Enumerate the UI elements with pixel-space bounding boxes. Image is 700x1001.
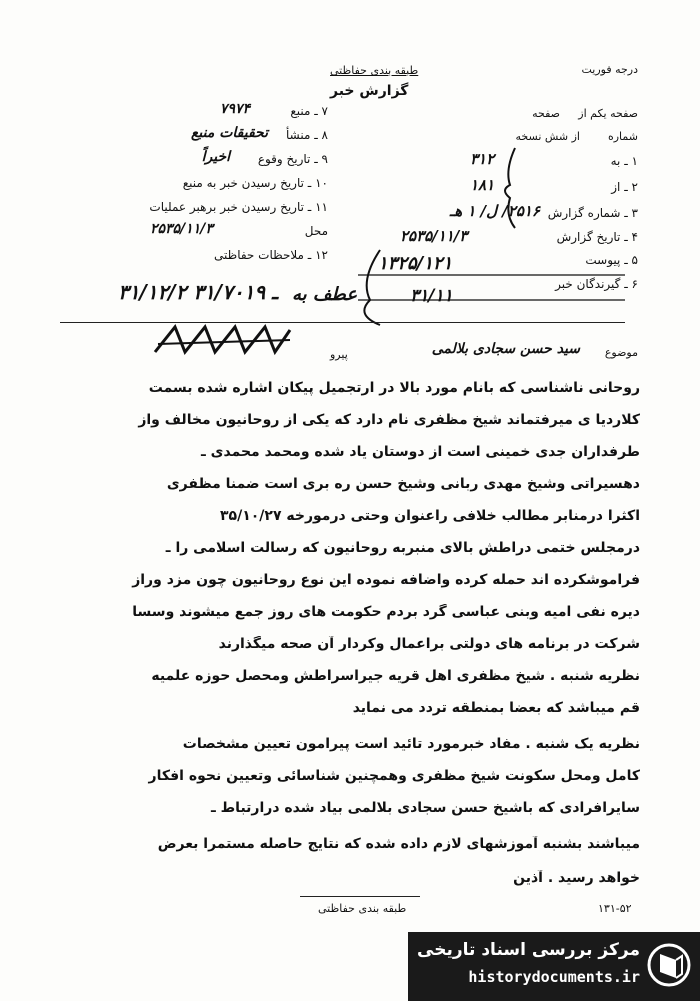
- body-line: روحانی ناشناسی که بانام مورد بالا در ارتجمیل پیکان اشاره شده بسمت: [148, 380, 640, 396]
- body-line: سایرافرادی که باشیخ حسن سجادی بلالمی بیاد شده درارتباط ـ: [210, 800, 640, 816]
- form-code: ۱۳۱-۵۲: [598, 902, 632, 915]
- body-line: کامل ومحل سکونت شیخ مظفری وهمچنین شناسائی وتعیین نحوه افکار: [148, 768, 640, 784]
- field-label: ۲ ـ از: [611, 180, 638, 194]
- field-label: ۱۱ ـ تاریخ رسیدن خبر برهبر عملیات: [149, 200, 328, 214]
- subject-label: موضوع: [604, 346, 638, 359]
- field-label: شماره: [607, 130, 638, 143]
- field-label: محل: [304, 224, 328, 238]
- body-line: دیره نفی امیه وبنی عباسی گرد بردم حکومت های روز جمع میشوند وسسا: [132, 604, 640, 620]
- field-label: ۴ ـ تاریخ گزارش: [556, 230, 638, 244]
- field-value: تحقیقات منبع: [190, 125, 268, 141]
- field-value: ۳۱۲: [470, 150, 495, 168]
- body-line: درمجلس ختمی دراطش بالای منبربه روحانیون که رسالت اسلامی را ـ: [165, 540, 640, 556]
- field-label: ۵ ـ پیوست: [585, 253, 638, 267]
- field-value: ۲۵۳۵/۱۱/۳: [400, 227, 468, 245]
- receivers-hand-1: ۱۳۲۵/۱۲۱: [378, 253, 453, 274]
- field-value: ۲۵۱۶/ ل/ ۱ هـ: [449, 202, 540, 220]
- body-line: کلاردیا ی میرفتماند شیخ مظفری نام دارد که یکی از روحانیون مخالف واز: [138, 412, 640, 428]
- receivers-hand-2: ۳۱/۱۱: [410, 286, 453, 306]
- field-label: ۱۰ ـ تاریخ رسیدن خبر به منبع: [182, 176, 328, 190]
- body-line: نظریه شنبه . شیخ مظفری اهل قریه جیراسراطش ومحصل حوزه علمیه: [151, 668, 640, 684]
- reference-numbers: ۳۱/۱۲/۲ ـ ۳۱/۷۰۱۹: [118, 280, 278, 304]
- bottom-divider: [300, 896, 420, 897]
- section-divider: [60, 322, 625, 323]
- body-line: شرکت در برنامه های دولتی براعمال وکردار آن صحه میگذارند: [218, 636, 640, 652]
- body-line: نظریه یک شنبه . مفاد خبرمورد تائید است پیرامون تعیین مشخصات: [182, 736, 640, 752]
- field-label: ۶ ـ گیرندگان خبر: [555, 277, 638, 291]
- field-label: ۹ ـ تاریخ وقوع: [257, 152, 328, 166]
- field-value: از شش نسخه: [515, 130, 580, 143]
- body-line: قم میباشد که بعضا بمنطقه تردد می نماید: [352, 700, 640, 716]
- field-label: ۸ ـ منشأ: [285, 128, 328, 142]
- field-value: اخیراً: [201, 149, 230, 165]
- classification-top: طبقه بندی حفاظتی: [330, 64, 419, 77]
- classification-bottom: طبقه بندی حفاظتی: [318, 902, 407, 915]
- priority-label: درجه فوریت: [581, 63, 638, 76]
- body-line: طرفداران جدی خمینی است از دوستان یاد شده ومحمد محمدی ـ: [201, 444, 640, 460]
- report-title: گزارش خبر: [330, 83, 409, 99]
- field-label: ۱۲ ـ ملاحظات حفاظتی: [214, 248, 328, 262]
- reference-label: عطف به: [292, 284, 358, 305]
- bracket-marks: [340, 140, 670, 330]
- scratched-out-mark: [150, 322, 310, 362]
- field-label: ۳ ـ شماره گزارش: [547, 206, 638, 220]
- subject-value: سید حسن سجادی بلالمی: [431, 341, 580, 357]
- field-value: ۷۹۷۴: [219, 101, 250, 117]
- field-label: صفحه یکم از: [578, 107, 638, 120]
- body-line: فراموشکرده اند حمله کرده واضافه نموده این نوع روحانیون چون مزد وراز: [132, 572, 640, 588]
- archive-logo-icon: [646, 942, 692, 988]
- body-line: میباشند بشنبه آموزشهای لازم داده شده که نتایج حاصله مستمرا بعرض: [157, 836, 640, 852]
- field-value: صفحه: [532, 107, 560, 120]
- body-line: خواهد رسید . آذین: [513, 870, 640, 886]
- field-label: ۷ ـ منبع: [290, 104, 328, 118]
- watermark-banner: [408, 932, 700, 1001]
- body-line: اکثرا درمنابر مطالب خلافی راعنوان وحتی درمورخه ۳۵/۱۰/۲۷: [220, 508, 640, 524]
- field-label: ۱ ـ به: [610, 154, 638, 168]
- body-line: دهسیراتی وشیخ مهدی ربانی وشیخ حسن ره بری است ضمنا مظفری: [166, 476, 640, 492]
- watermark-title: مرکز بررسی اسناد تاریخی: [417, 940, 640, 960]
- field-value: ۱۸۱: [470, 176, 495, 194]
- follow-label: پیرو: [330, 348, 348, 361]
- field-value: ۲۵۳۵/۱۱/۳: [150, 221, 213, 237]
- watermark-url: historydocuments.ir: [468, 968, 640, 986]
